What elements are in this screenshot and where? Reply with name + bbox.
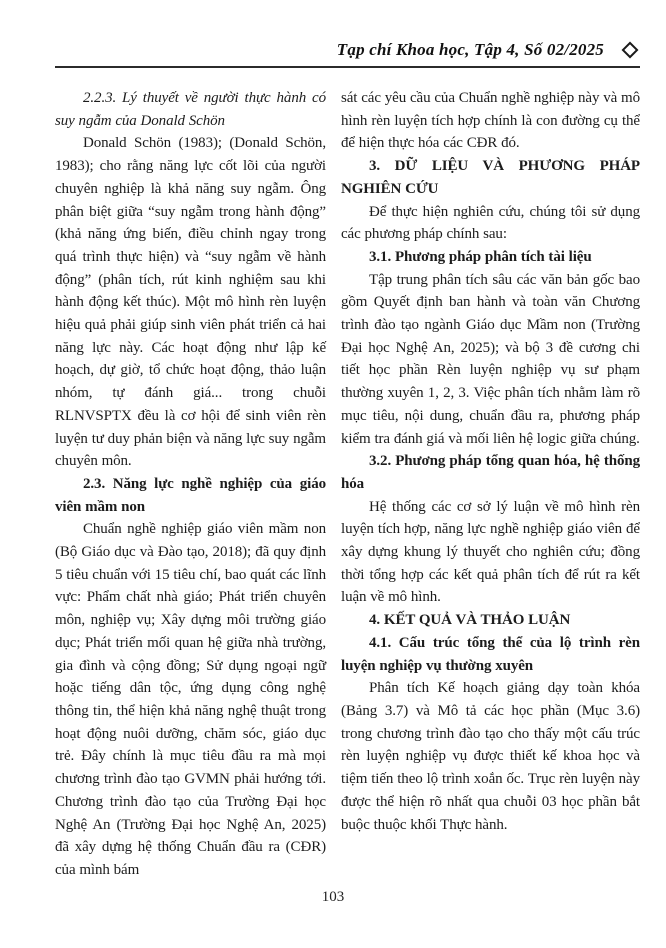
paragraph: Tập trung phân tích sâu các văn bản gốc bao gồm Quyết định ban hành và toàn văn Chương trình đào tạo ngành Giáo dục Mầm non (Trường Đại học Nghệ An, 2025); và bộ 3 đề cương chi tiết học phần Rèn luyện nghiệp vụ sư phạm thường xuyên 1, 2, 3. Việc phân tích nhằm làm rõ mục tiêu, nội dung, chuẩn đầu ra, phương pháp kiểm tra đánh giá và mối liên hệ logic giữa chúng. [341,271,640,447]
journal-title: Tạp chí Khoa học, Tập 4, Số 02/2025 [336,40,604,59]
paragraph: Để thực hiện nghiên cứu, chúng tôi sử dụng các phương pháp chính sau: [341,203,640,243]
paragraph: 2.3. Năng lực nghề nghiệp của giáo viên mầm non [55,475,326,515]
paragraph: Chuẩn nghề nghiệp giáo viên mầm non (Bộ Giáo dục và Đào tạo, 2018); đã quy định 5 tiêu chuẩn với 15 tiêu chí, bao quát các lĩnh vực: Phẩm chất nhà giáo; Phát triển chuyên môn, nghiệp vụ; Xây dựng môi trường giáo dục; Phát triển mối quan hệ giữa nhà trường, gia đình và cộng đồng; Sử dụng ngoại ngữ hoặc tiếng dân tộc, ứng dụng công nghệ thông tin, thể hiện khả năng nghệ thuật trong hoạt động nuôi dưỡng, chăm sóc, giáo dục trẻ. Đây chính là mục tiêu đầu ra mà mọi chương trình đào tạo GVMN phải hướng tới. Chương trình đào tạo của Trường Đại học Nghệ An (Trường Đại học Nghệ An, 2025) đã xây dựng hệ thống Chuẩn đầu ra (CĐR) của mình bám [55,521,326,878]
column-left [55,87,326,882]
paragraph: 3.1. Phương pháp phân tích tài liệu [369,248,592,265]
paragraph: 3. DỮ LIỆU VÀ PHƯƠNG PHÁP NGHIÊN CỨU [341,158,640,197]
paragraph: 4. KẾT QUẢ VÀ THẢO LUẬN [369,612,571,629]
diamond-icon [622,42,639,59]
paragraph: Hệ thống các cơ sở lý luận về mô hình rèn luyện tích hợp, năng lực nghề nghiệp giáo viên để xây dựng khung lý thuyết cho nghiên cứu; đồng thời tổng hợp các kết quả phân tích để rút ra kết luận về mô hình. [341,498,640,606]
paragraph: 3.2. Phương pháp tổng quan hóa, hệ thống hóa [341,453,640,492]
paragraph: 2.2.3. Lý thuyết về người thực hành có suy ngẫm của Donald Schön [55,90,326,129]
article-body [55,87,640,882]
page-number: 103 [321,889,345,905]
paragraph: sát các yêu cầu của Chuẩn nghề nghiệp này và mô hình rèn luyện tích hợp chính là con đường cụ thể để hiện thực hóa các CĐR đó. [341,90,640,152]
paragraph: Donald Schön (1983); (Donald Schön, 1983); cho rằng năng lực cốt lõi của người chuyên nghiệp là khả năng suy ngẫm. Ông phân biệt giữa “suy ngẫm trong hành động” (khả năng ứng biến, điều chỉnh ngay trong quá trình thực hiện) và “suy ngẫm về hành động” (phân tích, rút kinh nghiệm sau khi hành động kết thúc). Một mô hình rèn luyện hiệu quả phải giúp sinh viên phát triển cả hai năng lực này. Các hoạt động như lập kế hoạch, dự giờ, tổ chức hoạt động, thảo luận nhóm, tự đánh giá... trong chuỗi RLNVSPTX đều là cơ hội để sinh viên rèn luyện tư duy phản biện và năng lực suy ngẫm chuyên môn. [55,135,326,470]
column-right [341,87,640,882]
paragraph: 4.1. Cấu trúc tổng thể của lộ trình rèn luyện nghiệp vụ thường xuyên [341,634,640,674]
paragraph: Phân tích Kế hoạch giảng dạy toàn khóa (Bảng 3.7) và Mô tả các học phần (Mục 3.6) trong chương trình đào tạo cho thấy một cấu trúc rèn luyện nghiệp vụ được thiết kế khoa học và tiệm tiến theo lộ trình xoắn ốc. Trục rèn luyện này được thể hiện rõ nhất qua chuỗi 03 học phần bắt buộc thuộc khối Thực hành. [341,680,640,833]
journal-header [55,40,640,68]
page-footer [0,889,666,906]
